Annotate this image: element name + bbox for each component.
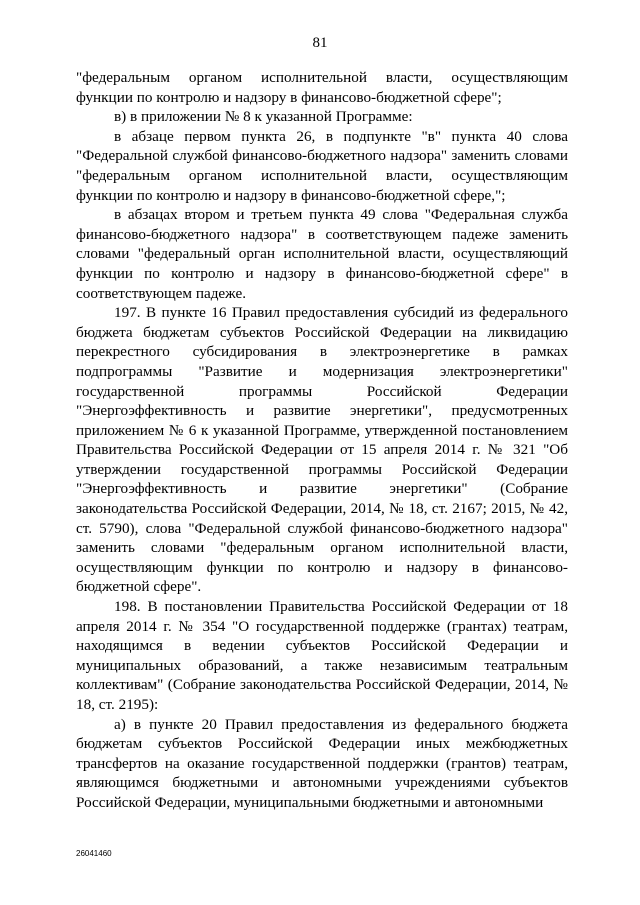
document-code: 26041460 <box>76 849 112 858</box>
page-number: 81 <box>312 35 328 51</box>
paragraph: в абзацах втором и третьем пункта 49 слова "Федеральная служба финансово-бюджетного надзора" в соответствующем падеже заменить словами "федеральный орган исполнительной власти, осуществляющий функции по контролю и надзору в финансово-бюджетной сфере" в соответствующем падеже. <box>76 206 568 302</box>
paragraph: а) в пункте 20 Правил предоставления из федерального бюджета бюджетам субъектов Российской Федерации иных межбюджетных трансфертов на оказание государственной поддержки (грантов) театрам, являющимся бюджетными и автономными учреждениями субъектов Российской Федерации, муниципальными бюджетными и автономными <box>76 715 568 811</box>
paragraph: 197. В пункте 16 Правил предоставления субсидий из федерального бюджета бюджетам субъектов Российской Федерации на ликвидацию перекрестного субсидирования в электроэнергетике в рамках подпрограммы "Развитие и модернизация электроэнергетики" государственной программы Российской Федерации "Энергоэффективность и развитие энергетики", предусмотренных приложением № 6 к указанной Программе, утвержденной постановлением Правительства Российской Федерации от 15 апреля 2014 г. № 321 "Об утверждении государственной программы Российской Федерации "Энергоэффективность и развитие энергетики" (Собрание законодательства Российской Федерации, 2014, № 18, ст. 2167; 2015, № 42, ст. 5790), слова "Федеральной службой финансово-бюджетного надзора" заменить словами "федеральным органом исполнительной власти, осуществляющим функции по контролю и надзору в финансово-бюджетной сфере". <box>76 304 568 596</box>
paragraph: в) в приложении № 8 к указанной Программе: <box>114 108 413 126</box>
document-body <box>76 68 568 813</box>
paragraph: в абзаце первом пункта 26, в подпункте "в" пункта 40 слова "Федеральной службой финансово-бюджетного надзора" заменить словами "федеральным органом исполнительной власти, осуществляющим функции по контролю и надзору в финансово-бюджетной сфере,"; <box>76 127 568 204</box>
paragraph: "федеральным органом исполнительной власти, осуществляющим функции по контролю и надзору в финансово-бюджетной сфере"; <box>76 69 568 106</box>
paragraph: 198. В постановлении Правительства Российской Федерации от 18 апреля 2014 г. № 354 "О государственной поддержке (грантах) театрам, находящимся в ведении субъектов Российской Федерации и муниципальных образований, а также независимым театральным коллективам" (Собрание законодательства Российской Федерации, 2014, № 18, ст. 2195): <box>76 598 568 713</box>
